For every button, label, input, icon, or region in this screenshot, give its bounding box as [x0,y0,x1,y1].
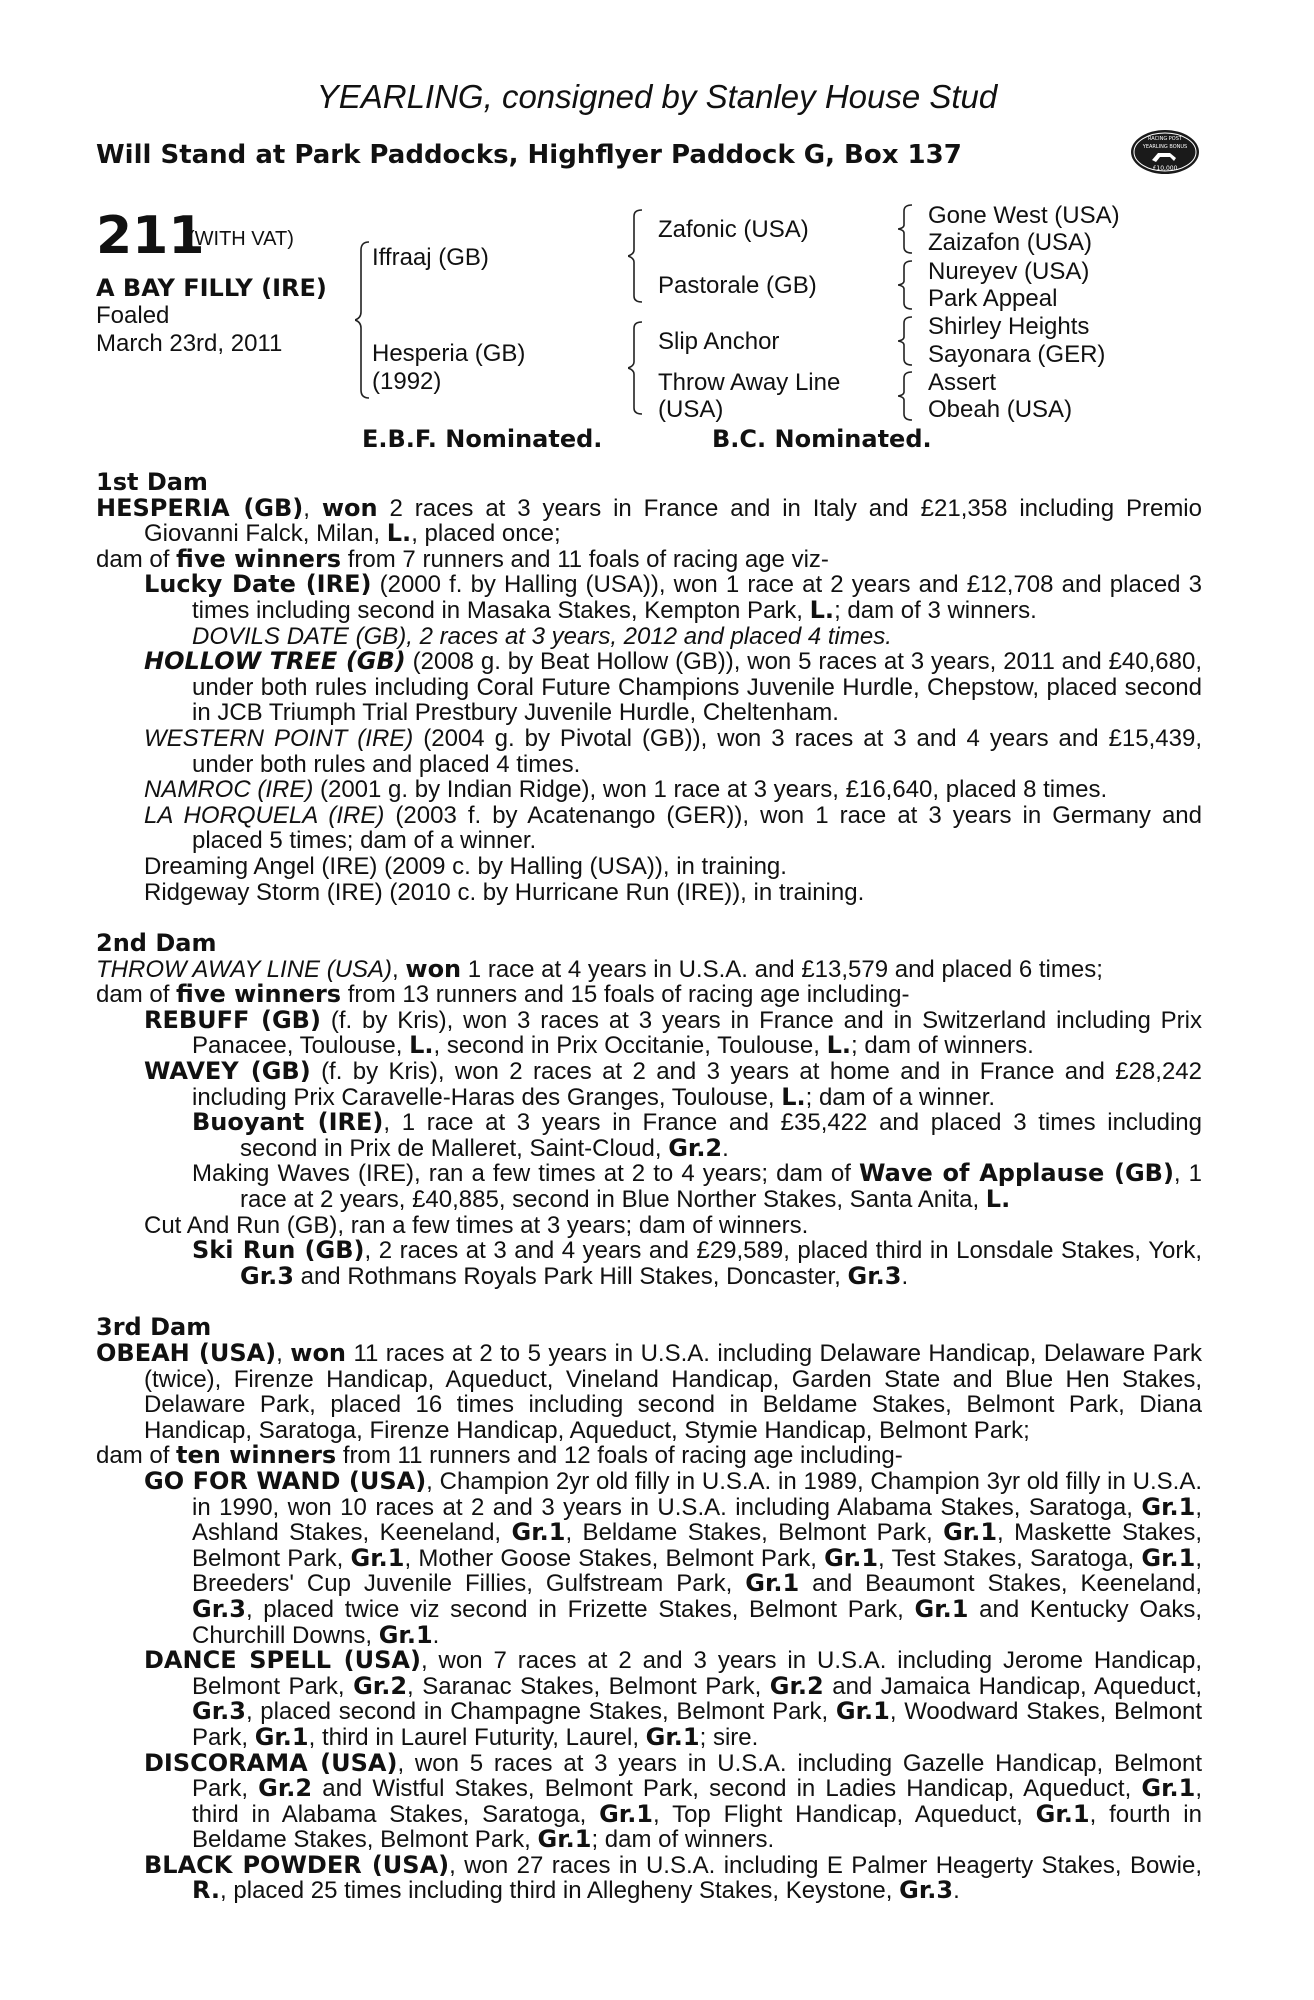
second-dam-produce-summary: dam of five winners from 13 runners and 15 foals of racing age including- [96,980,910,1009]
first-dam-produce-summary: dam of five winners from 7 runners and 11 foals of racing age viz- [96,544,829,573]
produce-entry: DISCORAMA (USA), won 5 races at 3 years in U.S.A. including Gazelle Handicap, Belmont Park, Gr.2 and Wistful Stakes, Belmont Park, second in Ladies Handicap, Aqueduct, Gr.1, third in Alabama Stakes, Saratoga, Gr.1, Top Flight Handicap, Aqueduct, Gr.1, fourth in Beldame Stakes, Belmont Park, Gr.1; dam of winners. [144,1748,1202,1854]
produce-entry: GO FOR WAND (USA), Champion 2yr old filly in U.S.A. in 1989, Champion 3yr old filly in U.S.A. in 1990, won 10 races at 2 and 3 years in U.S.A. including Alabama Stakes, Saratoga, Gr.1, Ashland Stakes, Keeneland, Gr.1, Beldame Stakes, Belmont Park, Gr.1, Maskette Stakes, Belmont Park, Gr.1, Mother Goose Stakes, Belmont Park, Gr.1, Test Stakes, Saratoga, Gr.1, Breeders' Cup Juvenile Fillies, Gulfstream Park, Gr.1 and Beaumont Stakes, Keeneland, Gr.3, placed twice viz second in Frizette Stakes, Belmont Park, Gr.1 and Kentucky Oaks, Churchill Downs, Gr.1. [144,1466,1202,1649]
g-bracket-1 [898,203,918,255]
sire-line-bracket [628,208,652,304]
third-dam-heading: 3rd Dam [96,1313,212,1342]
produce-entry: Cut And Run (GB), ran a few times at 3 years; dam of winners. [144,1211,809,1239]
produce-sub-entry: Buoyant (IRE), 1 race at 3 years in France and £35,422 and placed 3 times including second in Prix de Malleret, Saint-Cloud, Gr.2. [192,1108,1202,1162]
gg-7: Assert [928,369,997,396]
produce-entry: BLACK POWDER (USA), won 27 races in U.S.A. including E Palmer Heagerty Stakes, Bowie, R., placed 25 times including third in Allegheny Stakes, Keystone, Gr.3. [144,1850,1202,1905]
second-dam-intro: THROW AWAY LINE (USA), won 1 race at 4 years in U.S.A. and £13,579 and placed 6 times; [96,954,1103,983]
produce-entry: WESTERN POINT (IRE) (2004 g. by Pivotal (GB)), won 3 races at 3 and 4 years and £15,439, under both rules and placed 4 times. [144,724,1202,778]
produce-entry: Lucky Date (IRE) (2000 f. by Halling (USA)), won 1 race at 2 years and £12,708 and placed 3 times including second in Masaka Stakes, Kempton Park, L.; dam of 3 winners. [144,570,1203,624]
dam-line-bracket [628,320,652,416]
badge-line-1: RACING POST [1148,136,1182,142]
first-dam-intro: HESPERIA (GB), won 2 races at 3 years in France and in Italy and £21,358 including Premio Giovanni Falck, Milan, L., placed once; [96,493,1202,548]
produce-entry: HOLLOW TREE (GB) (2008 g. by Beat Hollow (GB)), won 5 races at 3 years, 2011 and £40,680, under both rules including Coral Future Champions Juvenile Hurdle, Chepstow, placed second in JCB Triumph Trial Prestbury Juvenile Hurdle, Cheltenham. [144,647,1202,727]
sire-dam: Pastorale (GB) [658,272,817,299]
stand-location: Will Stand at Park Paddocks, Highflyer Paddock G, Box 137 [96,140,962,170]
dam-sire: Slip Anchor [658,328,780,355]
gg-4: Park Appeal [928,285,1058,312]
g-bracket-4 [898,370,918,422]
gg-2: Zaizafon (USA) [928,229,1093,256]
ebf-nominated: E.B.F. Nominated. [362,425,603,453]
gg-8: Obeah (USA) [928,396,1073,423]
third-dam-intro: OBEAH (USA), won 11 races at 2 to 5 years in U.S.A. including Delaware Handicap, Delaware Park (twice), Firenze Handicap, Aqueduct, Vineland Handicap, Garden State and Blue Hen Stakes, Delaware Park, placed 16 times including second in Beldame Stakes, Belmont Park, Diana Handicap, Saratoga, Firenze Handicap, Aqueduct, Stymie Handicap, Belmont Park; [96,1339,1203,1444]
sale-title: YEARLING, consigned by Stanley House Stud [316,78,998,115]
horse-name: A BAY FILLY (IRE) [96,274,327,302]
foaled-label: Foaled [96,302,170,329]
produce-sub-entry: DOVILS DATE (GB), 2 races at 3 years, 2012 and placed 4 times. [192,622,892,650]
dam-dam: Throw Away Line [658,369,841,396]
badge-line-3: £10,000 [1152,165,1178,172]
badge-line-2: YEARLING BONUS [1142,144,1188,150]
second-dam-heading: 2nd Dam [96,929,217,958]
foaled-date: March 23rd, 2011 [96,330,283,357]
produce-entry: WAVEY (GB) (f. by Kris), won 2 races at 2 and 3 years at home and in France and £28,242 including Prix Caravelle-Haras des Granges, Toulouse, L.; dam of a winner. [144,1057,1202,1111]
produce-entry: Ridgeway Storm (IRE) (2010 c. by Hurricane Run (IRE)), in training. [144,878,865,906]
third-dam-produce-summary: dam of ten winners from 11 runners and 12 foals of racing age including- [96,1441,903,1470]
produce-entry: REBUFF (GB) (f. by Kris), won 3 races at 3 years in France and in Switzerland including Prix Panacee, Toulouse, L., second in Prix Occitanie, Toulouse, L.; dam of winners. [144,1005,1203,1060]
g-bracket-2 [898,259,918,311]
produce-entry: LA HORQUELA (IRE) (2003 f. by Acatenango (GER)), won 1 race at 3 years in Germany and placed 5 times; dam of a winner. [144,801,1202,855]
produce-entry: NAMROC (IRE) (2001 g. by Indian Ridge), won 1 race at 3 years, £16,640, placed 8 times. [144,776,1108,804]
produce-entry: Dreaming Angel (IRE) (2009 c. by Halling (USA)), in training. [144,852,787,880]
dam-year: (1992) [372,368,442,395]
gg-3: Nureyev (USA) [928,258,1090,285]
lot-number: 211 [96,206,205,266]
dam-dam-country: (USA) [658,396,724,423]
produce-sub-entry: Making Waves (IRE), ran a few times at 2 to 4 years; dam of Wave of Applause (GB), 1 race at 2 years, £40,885, second in Blue Norther Stakes, Santa Anita, L. [192,1159,1203,1214]
catalogue-body [96,470,1202,1904]
gg-5: Shirley Heights [928,313,1090,340]
g-bracket-3 [898,315,918,367]
dam: Hesperia (GB) [372,340,526,367]
gg-1: Gone West (USA) [928,202,1120,229]
produce-entry: DANCE SPELL (USA), won 7 races at 2 and 3 years in U.S.A. including Jerome Handicap, Belmont Park, Gr.2, Saranac Stakes, Belmont Park, Gr.2 and Jamaica Handicap, Aqueduct, Gr.3, placed second in Champagne Stakes, Belmont Park, Gr.1, Woodward Stakes, Belmont Park, Gr.1, third in Laurel Futurity, Laurel, Gr.1; sire. [144,1646,1202,1751]
sire: Iffraaj (GB) [372,244,489,271]
sire-sire: Zafonic (USA) [658,216,809,243]
gg-6: Sayonara (GER) [928,341,1106,368]
vat-note: (WITH VAT) [188,228,294,250]
produce-sub-entry: Ski Run (GB), 2 races at 3 and 4 years and £29,589, placed third in Lonsdale Stakes, York, Gr.3 and Rothmans Royals Park Hill Stakes, Doncaster, Gr.3. [192,1236,1203,1290]
bc-nominated: B.C. Nominated. [712,425,932,453]
first-dam-heading: 1st Dam [96,468,208,496]
yearling-bonus-badge [1130,128,1200,176]
